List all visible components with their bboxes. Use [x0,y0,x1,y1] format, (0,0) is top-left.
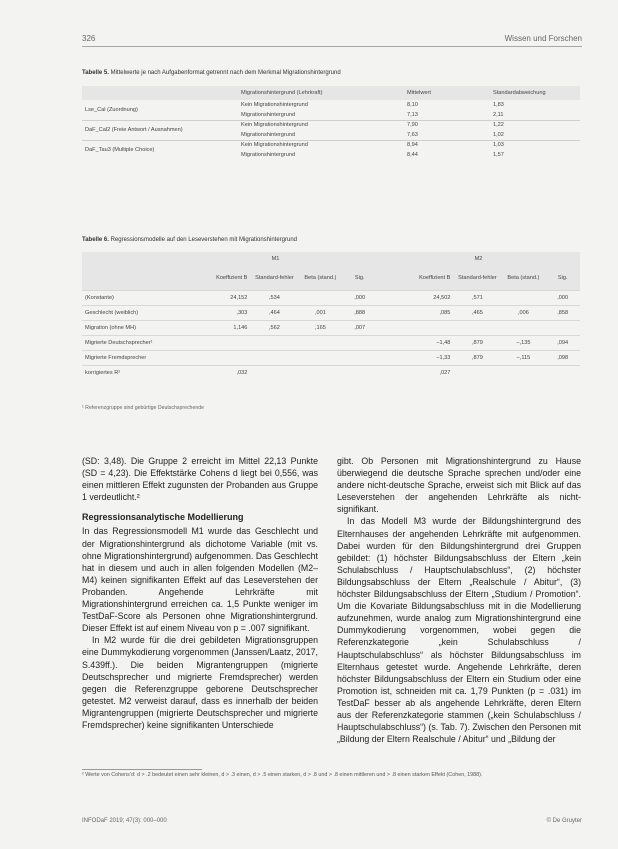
table6-note: ¹ Referenzgruppe sind gebürtige Deutschsprechende [82,405,204,411]
table5-cell: 1,83 [493,102,504,108]
table5-format-cell: Lse_Cal (Zuordnung) [85,106,138,113]
table6-cell [298,350,342,365]
table6-cell: −1,33 [436,354,451,361]
table6-cell [342,335,377,350]
table6-cell [342,365,377,380]
table5-cell: 1,22 [490,120,580,130]
table6-subheader [82,266,174,290]
table6-cell [501,320,545,335]
table6-cell [453,320,501,335]
section-heading: Regressionsanalytische Modellierung [82,512,244,523]
table6-cell: ,879 [471,339,483,346]
table6-cell: ,571 [471,294,483,301]
table6-subheader-row [82,266,580,290]
body-column-left [82,455,318,731]
table6-caption [82,237,297,243]
footnote: ² Werte von Cohens’d: d > .2 bedeutet einen sehr kleinen, d > .3 einen, d > .5 einen starken, d > .8 und > .8 einen mittleren und > .8 einen starken Effekt (Cohen, 1988). [82,772,483,778]
table6-subheader: Standard-fehler [255,274,294,281]
paragraph: gibt. Ob Personen mit Migrationshintergrund zu Hause überwiegend die deutsche Sprache sprechen und/oder eine andere nicht-deutsche Sprache, erweist sich mit Blick auf das Leseverstehen der angehenden Lehrkräfte als nicht-signifikant. [337,456,581,515]
table6-cell: ,888 [354,309,366,316]
table6-cell [342,350,377,365]
body-column-right [337,455,581,745]
table5-cell: Migrationshintergrund [241,152,296,158]
table6-cell [501,365,545,380]
table6-subheader: Beta (stand.) [507,274,540,281]
table6-row-label: Migration (ohne MH) [85,324,136,331]
table5-cell: Kein Migrationshintergrund [238,120,404,130]
footer-citation: INFODaF 2019; 47(3): 000–000 [82,818,167,824]
table6-cell: 1,146 [233,324,248,331]
table5-caption [82,70,341,76]
paragraph: In M2 wurde für die drei gebildeten Migrationsgruppen eine Dummykodierung vorgenommen (Janssen/Laatz, 2017, S.439ff.). Die beiden Migrantengruppen (migrierte Deutschsprecher und migrierte Fremdsprecher) werden gegen die Referenzgruppe geborene Deutschsprecher getestet. M2 verweist darauf, dass es innerhalb der beiden Migrantengruppen (migrierte Deutschsprecher und migrierte Fremdsprecher) keine signifikanten Unterschiede [82,635,318,730]
table6-subheader: Beta (stand.) [304,274,337,281]
table5-header-cell: Standardabweichung [493,90,546,96]
table6-cell [250,350,298,365]
table6-caption-label: Tabelle 6. [82,237,109,243]
table6-cell [545,365,580,380]
table6-row-label: (Konstante) [85,294,114,301]
table6-cell: ,001 [314,309,326,316]
table5-caption-label: Tabelle 5. [82,70,109,76]
table6-cell [501,290,545,305]
table-row [82,140,580,150]
table6-cell [377,320,453,335]
table6-cell: −1,48 [436,339,451,346]
table6-cell [298,290,342,305]
footnote-rule [82,769,202,770]
table-row [82,320,580,335]
table-row [82,365,580,380]
table6-cell: ,562 [268,324,280,331]
table6-cell: ,303 [236,309,248,316]
table6-cell: ,000 [354,294,366,301]
table6-cell: ,007 [354,324,366,331]
table5 [82,86,580,160]
table-row [82,100,580,110]
table6-model-label: M2 [474,256,483,262]
table6-cell [545,320,580,335]
table5-cell: 1,57 [493,152,504,158]
table6-cell [250,335,298,350]
paragraph: In das Modell M3 wurde der Bildungshintergrund des Elternhauses der angehenden Lehrkräfte mit aufgenommen. Dabei wurden für den Bildungshintergrund drei Gruppen gebildet: (1) höchster Bildungsabschluss der Eltern „kein Schulabschluss / Hauptschulabschluss“, (2) höchster Bildungsabschluss der Eltern „Realschule / Abitur“, (3) höchster Bildungsabschluss der Eltern „Studium / Promotion“. Um die Kovariate Bildungsabschluss mit in die Modellierung aufzunehmen, wurde analog zum Migrationshintergrund eine Dummykodierung vorgenommen, wobei gegen die Referenzkategorie „kein Schulabschluss / Hauptschulabschluss“ als höchster Bildungsabschluss im Elternhaus getestet wurde. Angehende Lehrkräfte, deren höchster Bildungsabschluss der Eltern ein Studium oder eine Promotion ist, schneiden mit ca. 1,79 Punkten (p = .031) im TestDaF besser ab als angehende Lehrkräfte, deren Eltern aus der Referenzkategorie stammen („kein Schulabschluss / Hauptschulabschluss“) (s. Tab. 7). Zwischen den Personen mit „Bildung der Eltern Realschule / Abitur“ und „Bildung der [337,516,581,745]
table5-header-cell [82,86,238,100]
table6-subheader: Sig. [557,274,568,281]
table-row [82,350,580,365]
table6-subheader: Standard-fehler [458,274,497,281]
table6-cell: ,085 [439,309,451,316]
table5-caption-text: Mittelwerte je nach Aufgabenformat getrennt nach dem Merkmal Migrationshintergrund [110,70,341,76]
table6-cell: ,027 [439,369,451,376]
table6-cell: ,098 [557,354,569,361]
table5-cell: Migrationshintergrund [241,131,296,138]
table5-cell: 1,02 [493,131,504,138]
table6-subheader: Koeffizient B [216,274,248,281]
table6-row-label: Migrierte Deutschsprecher¹ [85,339,153,346]
paragraph: (SD: 3,48). Die Gruppe 2 erreicht im Mittel 22,13 Punkte (SD = 4,23). Die Effektstärke Cohens d liegt bei 0,556, was einen mittleren Effekt zugunsten der Probanden aus Gruppe 1 verdeutlicht.² [82,456,318,503]
table6-cell [174,335,250,350]
table6-cell: ,165 [314,324,326,331]
table5-cell: 8,10 [407,102,418,108]
table6-cell: ,534 [268,294,280,301]
running-title: Wissen und Forschen [504,34,582,43]
table5-cell: 8,94 [404,140,490,150]
page-number: 326 [82,34,96,43]
table5-cell: 7,13 [407,111,418,118]
table5-cell: 1,03 [490,140,580,150]
table5-header-cell: Migrationshintergrund (Lehrkraft) [241,90,323,96]
table6-cell: 24,502 [433,294,451,301]
table6-cell: −,115 [516,354,531,361]
table5-header-cell: Mittelwert [407,90,431,96]
table6-cell: −,135 [516,339,531,346]
table6-cell: 24,152 [230,294,248,301]
table6-subheader: Sig. [354,274,365,281]
table5-cell: 7,90 [404,120,490,130]
table6-cell: ,094 [557,339,569,346]
table5-cell: Kein Migrationshintergrund [241,102,308,108]
table6-model-label: M1 [271,256,280,262]
table6-row-label: korrigiertes R² [85,369,121,376]
header-rule [82,46,582,47]
table6-model-row [82,252,580,266]
table6-cell: ,858 [557,309,569,316]
table6-cell: ,000 [557,294,569,301]
table5-cell: 8,44 [407,152,418,158]
table6-cell [453,365,501,380]
table6-cell [298,335,342,350]
table5-format-cell: DaF_Tau3 (Multiple Choice) [82,140,238,160]
table6-caption-text: Regressionsmodelle auf den Leseverstehen mit Migrationshintergrund [110,237,298,243]
table6-cell [250,365,298,380]
paragraph: In das Regressionsmodell M1 wurde das Geschlecht und der Migrationshintergrund als dichotome Variable (mit vs. ohne Migrationshintergrund) aufgenommen. Das Geschlecht hat in diesem und auch in allen folgenden Modellen (M2–M4) keinen signifikanten Effekt auf das Leseverstehen der Probanden. Angehende Lehrkräfte mit Migrationshintergrund erreichen ca. 1,5 Punkte weniger im TestDaF-Score als Personen ohne Migrationshintergrund. Dieser Effekt ist auf einem Niveau von p = .007 signifikant. [82,526,318,634]
table6-cell: ,006 [517,309,529,316]
table6-subheader: Koeffizient B [419,274,451,281]
table6 [82,252,580,380]
table-row [82,335,580,350]
footer-publisher: © De Gruyter [546,818,582,824]
table6-cell [174,350,250,365]
table5-cell: 2,11 [493,111,504,118]
table5-header-row [82,86,580,100]
table5-cell: Migrationshintergrund [241,111,296,118]
table6-cell: ,464 [268,309,280,316]
table6-row-label: Migrierte Fremdsprecher [85,354,147,361]
table6-cell: ,879 [471,354,483,361]
table6-row-label: Geschlecht (weiblich) [85,309,139,316]
table6-cell: ,032 [236,369,248,376]
table5-format-cell: DaF_Cal2 (Freie Antwort / Ausnahmen) [82,120,238,140]
table-row [82,305,580,320]
table6-cell [298,365,342,380]
table6-cell: ,465 [471,309,483,316]
table-row [82,290,580,305]
table-row [82,120,580,130]
table5-cell: Kein Migrationshintergrund [238,140,404,150]
table5-cell: 7,63 [407,131,418,138]
